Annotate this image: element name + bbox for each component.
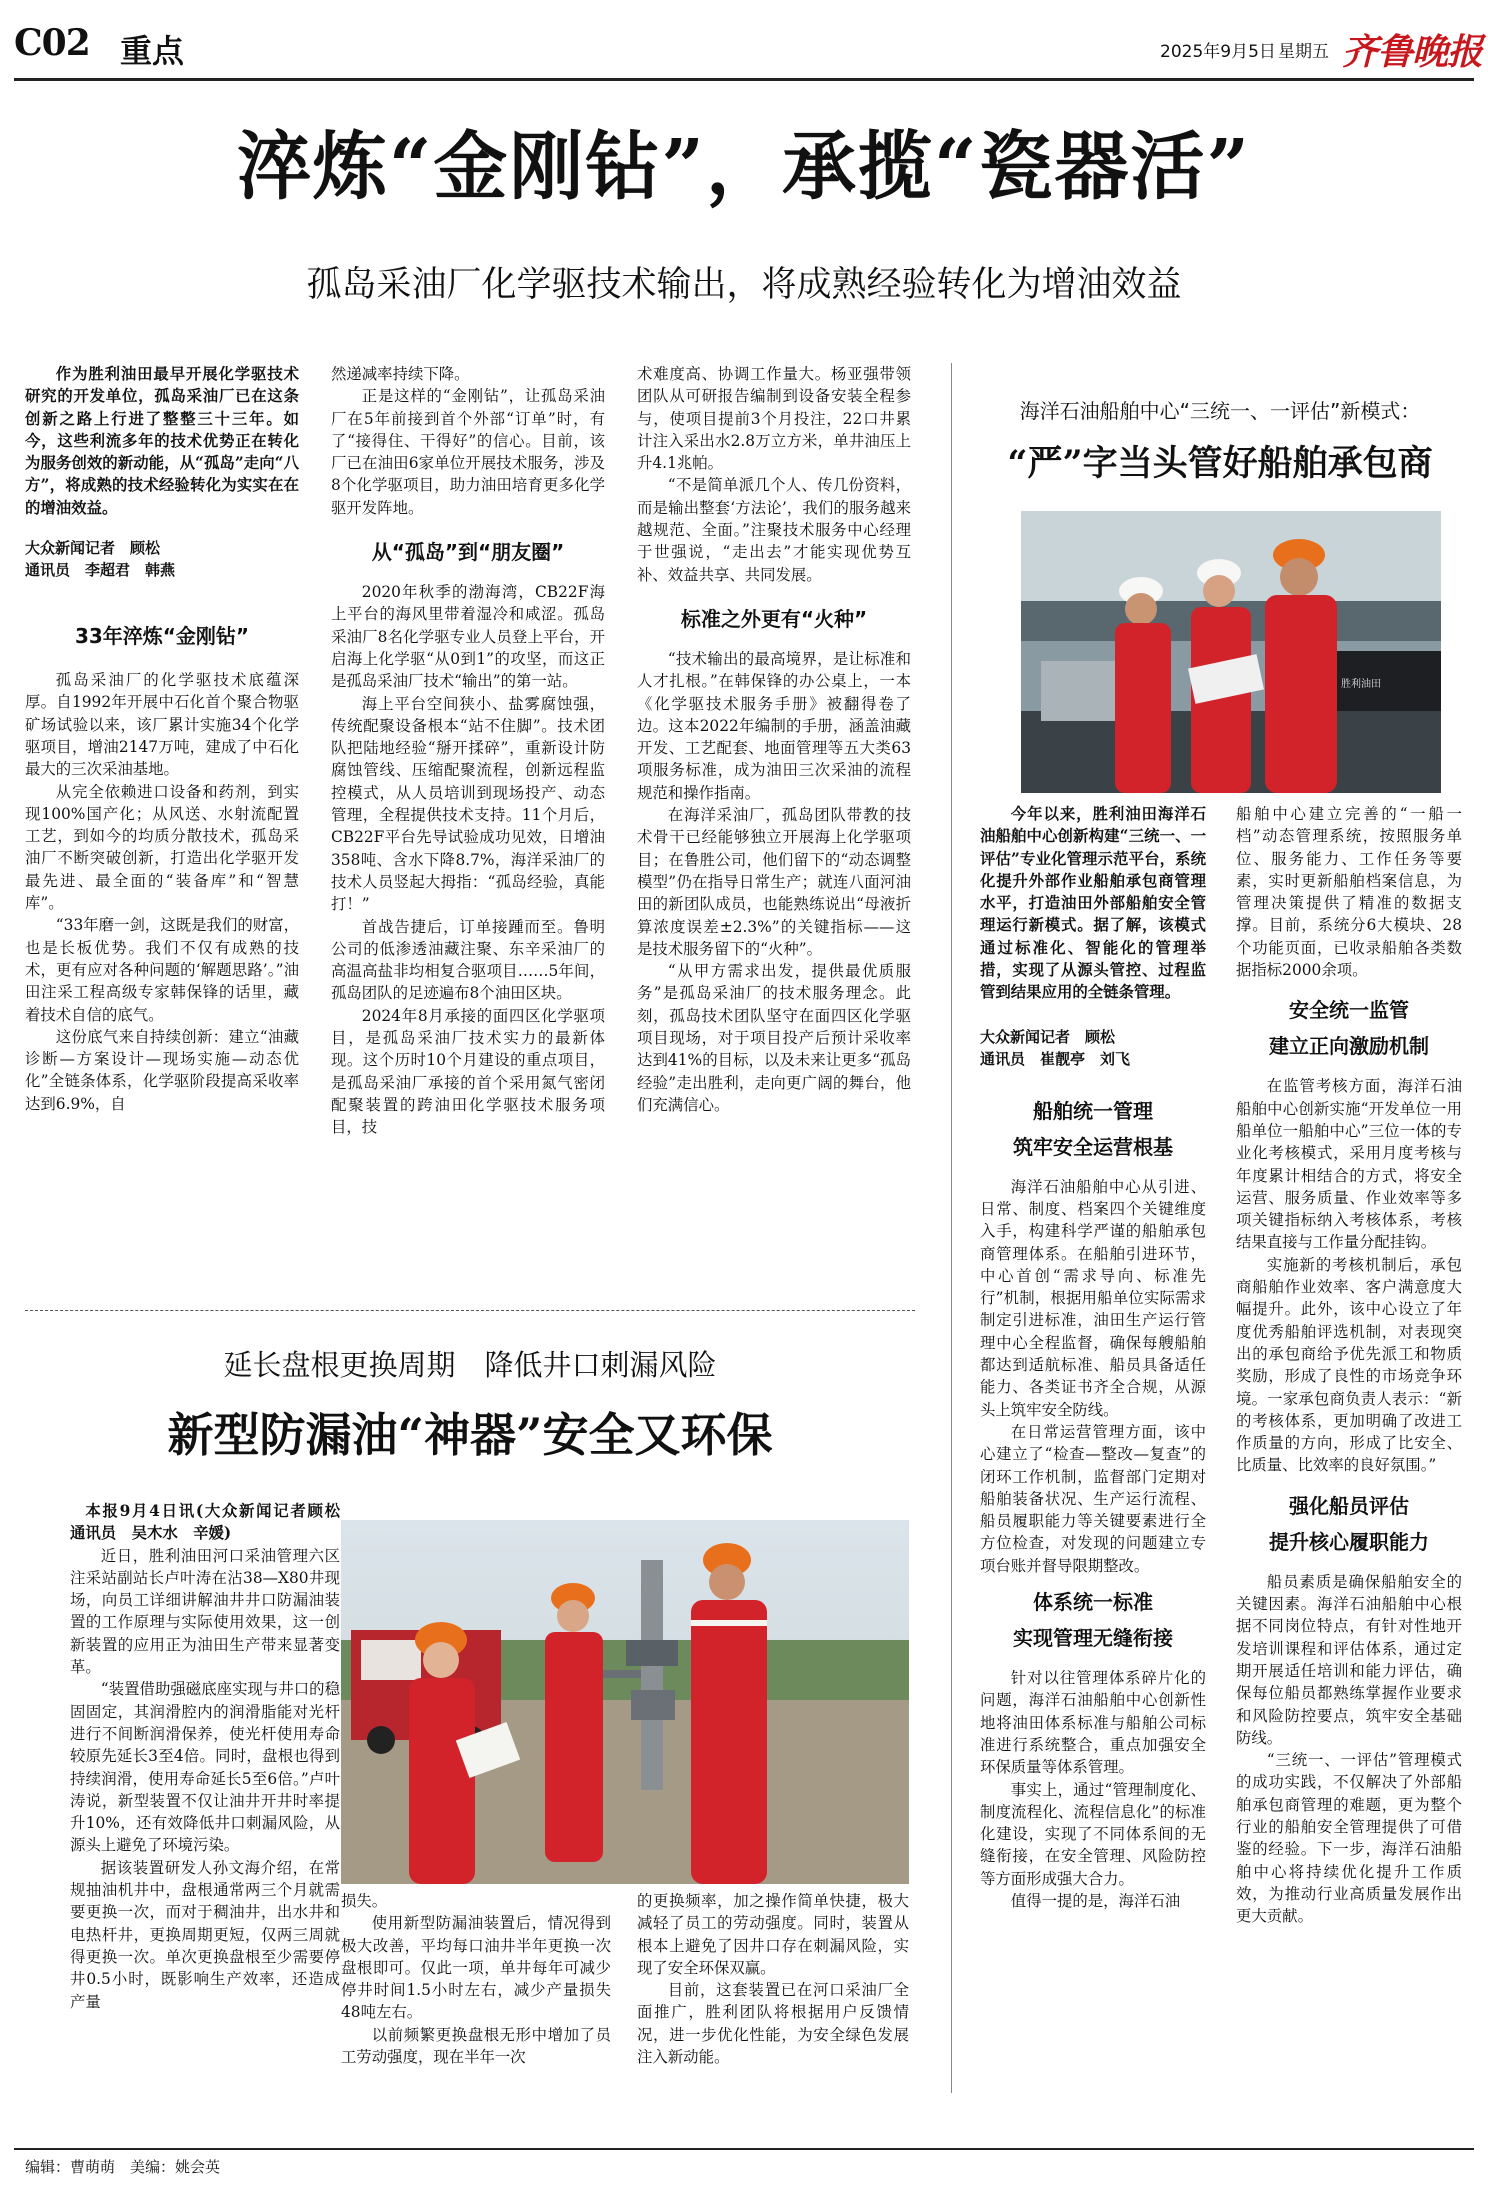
paragraph: 船员素质是确保船舶安全的关键因素。海洋石油船舶中心根据不同岗位特点，有针对性地开发培训课程和评估体系，通过定期开展适任培训和能力评估，确保每位船员都熟练掌握作业要求和风险防控要点，筑牢安全基础防线。 [1236, 1572, 1462, 1747]
oilwell-photo-illustration [341, 1520, 909, 1884]
paragraph: 2024年8月承接的面四区化学驱项目，是孤岛采油厂技术实力的最新体现。这个历时10个月建设的重点项目，是孤岛采油厂承接的首个采用氮气密闭配聚装置的跨油田化学驱技术服务项目，技 [331, 1006, 605, 1137]
masthead-logo: 齐鲁晚报 [1342, 31, 1483, 73]
sidebar-heading-3a: 安全统一监管 [1289, 998, 1409, 1023]
sidebar-byline-2: 通讯员 崔靓亭 刘飞 [980, 1049, 1131, 1068]
sidebar-heading-4b: 提升核心履职能力 [1269, 1529, 1429, 1554]
paragraph: “从甲方需求出发，提供最优质服务”是孤岛采油厂的技术服务理念。此刻，孤岛技术团队坚守在面四区化学驱项目现场，对于项目投产后预计采收率达到41%的目标，以及未来让更多“孤岛经验”走出胜利，走向更广阔的舞台，他们充满信心。 [637, 962, 911, 1114]
paragraph: 在海洋采油厂，孤岛团队带教的技术骨干已经能够独立开展海上化学驱项目；在鲁胜公司，他们留下的“动态调整模型”仍在指导日常生产；就连八面河油田的新团队成员，也能熟练说出“母液折算浓度误差±2.3%”的关键指标——这是技术服务留下的“火种”。 [637, 806, 911, 958]
paragraph: 术难度高、协调工作量大。杨亚强带领团队从可研报告编制到设备安装全程参与，使项目提前3个月投注，22口井累计注入采出水2.8万立方米，单井油压上升4.1兆帕。 [637, 365, 911, 473]
paragraph: 首战告捷后，订单接踵而至。鲁明公司的低渗透油藏注聚、东辛采油厂的高温高盐非均相复合驱项目……5年间，孤岛团队的足迹遍布8个油田区块。 [331, 917, 605, 1003]
sidebar-heading-4a: 强化船员评估 [1289, 1493, 1409, 1518]
paragraph: 海上平台空间狭小、盐雾腐蚀强，传统配聚设备根本“站不住脚”。技术团队把陆地经验“掰开揉碎”，重新设计防腐蚀管线、压缩配聚流程，创新远程监控模式，从人员培训到现场投产、动态管理，全程提供技术支持。11个月后，CB22F平台先导试验成功见效，日增油358吨、含水下降8.7%，海洋采油厂的技术人员竖起大拇指：“孤岛经验，真能打！” [331, 694, 605, 914]
paragraph: 损失。 [341, 1892, 388, 1910]
main-subtitle: 孤岛采油厂化学驱技术输出，将成熟经验转化为增油效益 [306, 265, 1182, 305]
paragraph: 在日常运营管理方面，该中心建立了“检查—整改—复查”的闭环工作机制，监督部门定期对船舶装备状况、生产运行流程、船员履职能力等关键要素进行全方位检查，对发现的问题建立专项台账并督导限期整改。 [980, 1422, 1206, 1575]
paragraph: “33年磨一剑，这既是我们的财富，也是长板优势。我们不仅有成熟的技术，更有应对各种问题的‘解题思路’。”油田注采工程高级专家韩保锋的话里，藏着技术自信的底气。 [25, 916, 299, 1024]
oilwell-photo [341, 1520, 909, 1884]
paragraph: “不是简单派几个人、传几份资料，而是输出整套‘方法论’，我们的服务越来越规范、全面。”注聚技术服务中心经理于世强说，“走出去”才能实现优势互补、效益共享、共同发展。 [637, 476, 911, 584]
paragraph: 针对以往管理体系碎片化的问题，海洋石油船舶中心创新性地将油田体系标准与船舶公司标准进行系统整合，重点加强安全环保质量等体系管理。 [980, 1669, 1206, 1777]
paragraph: 然递减率持续下降。 [331, 365, 470, 383]
section-name: 重点 [120, 32, 185, 70]
sidebar-heading-2a: 体系统一标准 [1033, 1590, 1153, 1615]
paragraph: “装置借助强磁底座实现与井口的稳固固定，其润滑腔内的润滑脂能对光杆进行不间断润滑保养，使光杆使用寿命较原先延长3至4倍。同时，盘根也得到持续润滑，使用寿命延长5至6倍。”卢叶涛说，新型装置不仅让油井开井时率提升10%，还有效降低井口刺漏风险，从源头上避免了环境污染。 [70, 1680, 340, 1855]
paragraph: “技术输出的最高境界，是让标准和人才扎根。”在韩保锋的办公桌上，一本《化学驱技术服务手册》被翻得卷了边。这本2022年编制的手册，涵盖油藏开发、工艺配套、地面管理等五大类63项服务标准，成为油田三次采油的流程规范和操作指南。 [637, 649, 911, 802]
paragraph: 使用新型防漏油装置后，情况得到极大改善，平均每口油井半年更换一次盘根即可。仅此一项，单井每年可减少停井时间1.5小时左右，减少产量损失48吨左右。 [341, 1914, 611, 2022]
main-col-2 [331, 363, 605, 1303]
main-heading-2: 从“孤岛”到“朋友圈” [371, 540, 565, 565]
svg-text:胜利油田: 胜利油田 [1341, 679, 1381, 690]
sidebar-title: “严”字当头管好船舶承包商 [1007, 443, 1433, 484]
paragraph: 海洋石油船舶中心从引进、日常、制度、档案四个关键维度入手，构建科学严谨的船舶承包商管理体系。在船舶引进环节，中心首创“需求导向、标准先行”机制，根据用船单位实际需求制定引进标准，油田生产运行管理中心全程监督，确保每艘船舶都达到适航标准、船员具备适任能力、各类证书齐全合规，从源头上筑牢安全防线。 [980, 1177, 1206, 1419]
sidebar-heading-1b: 筑牢安全运营根基 [1013, 1134, 1173, 1159]
paragraph: 这份底气来自持续创新：建立“油藏诊断—方案设计—现场实施—动态优化”全链条体系，化学驱阶段提高采收率达到6.9%，自 [25, 1027, 299, 1113]
footer-editor: 编辑：曹萌萌 美编：姚会英 [25, 2158, 221, 2176]
paragraph: 据该装置研发人孙文海介绍，在常规抽油机井中，盘根通常两三个月就需要更换一次，而对于稠油井，出水井和电热杆井，更换周期更短，仅两三周就得更换一次。单次更换盘根至少需要停井0.5小时，既影响生产效率，还造成产量 [70, 1858, 340, 2011]
paragraph: 实施新的考核机制后，承包商船舶作业效率、客户满意度大幅提升。此外，该中心设立了年度优秀船舶评选机制，对表现突出的承包商给予优先派工和物质奖励，形成了良性的市场竞争环境。一家承包商负责人表示：“新的考核体系，更加明确了改进工作质量的方向，形成了比安全、比质量、比效率的良好氛围。” [1236, 1255, 1462, 1475]
ship-photo [1021, 511, 1441, 793]
paragraph: 以前频繁更换盘根无形中增加了员工劳动强度，现在半年一次 [341, 2025, 611, 2067]
main-byline-1: 大众新闻记者 顾松 [25, 539, 161, 558]
paragraph: 事实上，通过“管理制度化、制度流程化、流程信息化”的标准化建设，实现了不同体系间的无缝衔接，在安全管理、风险防控等方面形成强大合力。 [980, 1780, 1206, 1888]
main-title: 淬炼“金刚钻”，承揽“瓷器活” [236, 124, 1252, 210]
sidebar-heading-3b: 建立正向激励机制 [1269, 1034, 1429, 1059]
main-lead: 作为胜利油田最早开展化学驱技术研究的开发单位，孤岛采油厂已在这条创新之路上行进了整整三十三年。如今，这些利流多年的技术优势正在转化为服务创效的新动能，从“孤岛”走向“八方”，将成熟的技术经验转化为实实在在的增油效益。 [25, 365, 299, 517]
paragraph: 船舶中心建立完善的“一船一档”动态管理系统，按照服务单位、服务能力、工作任务等要素，实时更新船舶档案信息，为管理决策提供了精准的数据支撑。目前，系统分6大模块、28个功能页面，已收录船舶各类数据指标2000余项。 [1236, 805, 1462, 980]
sidebar-kicker: 海洋石油船舶中心“三统一、一评估”新模式： [1019, 399, 1421, 423]
sidebar-heading-1a: 船舶统一管理 [1033, 1098, 1153, 1123]
sidebar-col-1 [980, 803, 1206, 2093]
main-col-3 [637, 363, 911, 1303]
header-rule [14, 78, 1474, 81]
main-heading-1: 33年淬炼“金刚钻” [74, 624, 250, 649]
page-code: C02 [14, 22, 90, 64]
paragraph: 的更换频率，加之操作简单快捷，极大减轻了员工的劳动强度。同时，装置从根本上避免了因井口存在刺漏风险，实现了安全环保双赢。 [637, 1892, 909, 1977]
second-title: 新型防漏油“神器”安全又环保 [167, 1408, 773, 1462]
paragraph: 从完全依赖进口设备和药剂，到实现100%国产化；从风送、水射流配置工艺，到如今的均质分散技术，孤岛采油厂不断突破创新，打造出化学驱开发最先进、最全面的“装备库”和“智慧库”。 [25, 782, 299, 913]
footer-rule [14, 2148, 1474, 2150]
second-dateline: 本报9月4日讯(大众新闻记者顾松 通讯员 吴木水 辛媛) [70, 1502, 356, 1543]
paragraph: 值得一提的是，海洋石油 [1010, 1891, 1181, 1910]
paragraph: 近日，胜利油田河口采油管理六区注采站副站长卢叶涛在沾38—X80井现场，向员工详细讲解油井井口防漏油装置的工作原理与实际使用效果，这一创新装置的应用正为油田生产带来显著变革。 [70, 1546, 340, 1677]
ship-photo-illustration [1021, 511, 1441, 793]
second-col-3 [637, 1890, 909, 2090]
second-col-2 [341, 1890, 611, 2090]
second-col-1 [70, 1500, 356, 2090]
sidebar-byline-1: 大众新闻记者 顾松 [980, 1027, 1116, 1046]
issue-weekday: 星期五 [1278, 42, 1329, 62]
paragraph: “三统一、一评估”管理模式的成功实践，不仅解决了外部船舶承包商管理的难题，更为整个行业的船舶安全管理提供了可借鉴的经验。下一步，海洋石油船舶中心将持续优化提升工作质效，为推动行业高质量发展作出更大贡献。 [1236, 1751, 1462, 1926]
paragraph: 正是这样的“金刚钻”，让孤岛采油厂在5年前接到首个外部“订单”时，有了“接得住、干得好”的信心。目前，该厂已在油田6家单位开展技术服务，涉及8个化学驱项目，助力油田培育更多化学驱开发阵地。 [331, 387, 605, 517]
paragraph: 目前，这套装置已在河口采油厂全面推广，胜利团队将根据用户反馈情况，进一步优化性能，为安全绿色发展注入新动能。 [637, 1981, 909, 2067]
main-byline-2: 通讯员 李超君 韩燕 [25, 561, 176, 580]
issue-date: 2025年9月5日 [1160, 42, 1276, 62]
sidebar-divider [951, 363, 952, 2093]
second-kicker: 延长盘根更换周期 降低井口刺漏风险 [223, 1348, 717, 1382]
section-divider [25, 1310, 915, 1311]
paragraph: 孤岛采油厂的化学驱技术底蕴深厚。自1992年开展中石化首个聚合物驱矿场试验以来，该厂累计实施34个化学驱项目，增油2147万吨，建成了中石化最大的三次采油基地。 [25, 671, 299, 779]
sidebar-col-2 [1236, 803, 1462, 2093]
paragraph: 2020年秋季的渤海湾，CB22F海上平台的海风里带着湿冷和咸涩。孤岛采油厂8名化学驱专业人员登上平台，开启海上化学驱“从0到1”的攻坚，而这正是孤岛采油厂技术“输出”的第一站。 [331, 583, 605, 691]
main-col-1 [25, 363, 299, 1303]
paragraph: 在监管考核方面，海洋石油船舶中心创新实施“开发单位一用船单位一船舶中心”三位一体的专业化考核模式，采用月度考核与年度累计相结合的方式，将安全运营、服务质量、作业效率等多项关键指标纳入考核体系，考核结果直接与工作量分配挂钩。 [1236, 1077, 1462, 1252]
sidebar-heading-2b: 实现管理无缝衔接 [1013, 1626, 1173, 1651]
main-heading-3: 标准之外更有“火种” [680, 606, 868, 631]
sidebar-lead: 今年以来，胜利油田海洋石油船舶中心创新构建“三统一、一评估”专业化管理示范平台，系统化提升外部作业船舶承包商管理水平，打造油田外部船舶安全管理运行新模式。据了解，该模式通过标准化、智能化的管理举措，实现了从源头管控、过程监管到结果应用的全链条管理。 [980, 805, 1206, 1002]
